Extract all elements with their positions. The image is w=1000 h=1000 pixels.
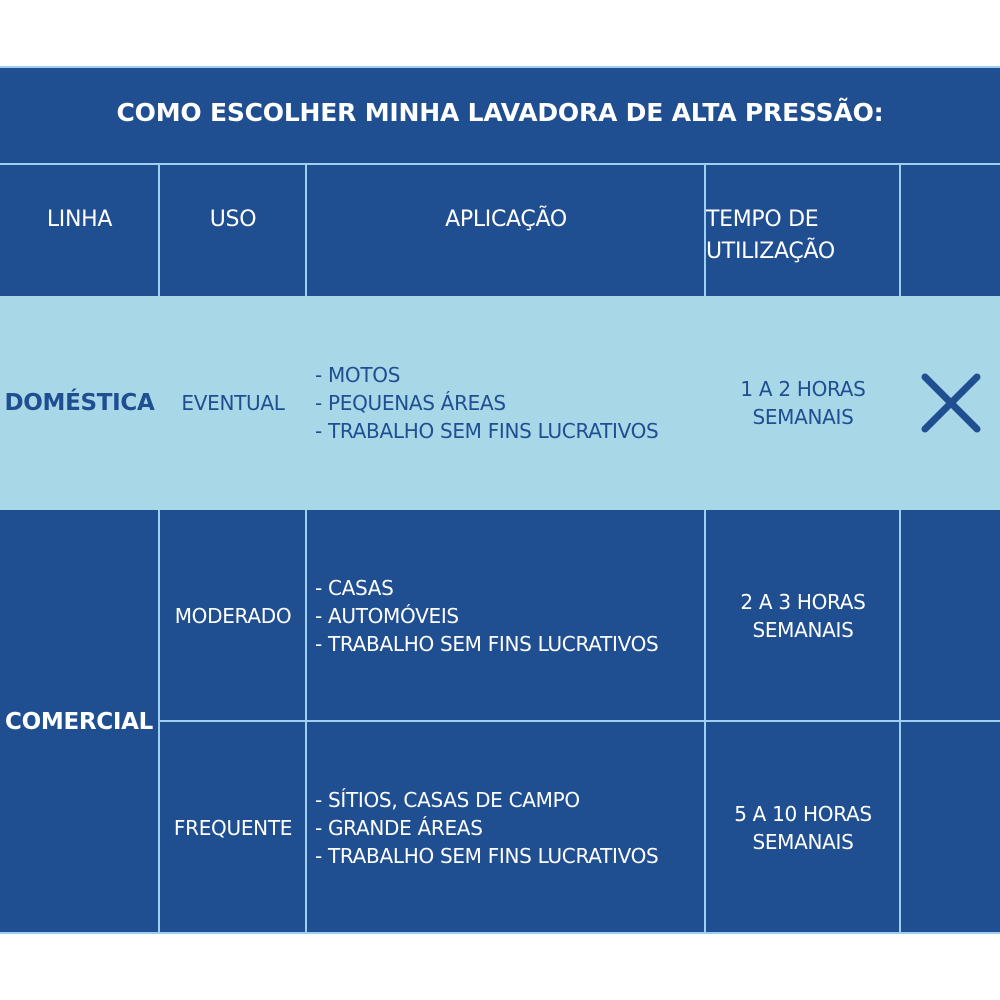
list-item: - GRANDE ÁREAS xyxy=(315,816,483,840)
list-item: - TRABALHO SEM FINS LUCRATIVOS xyxy=(315,844,659,868)
extra-domestica xyxy=(901,296,1000,510)
application-list xyxy=(315,786,658,870)
tempo-line2: SEMANAIS xyxy=(752,830,854,854)
tempo-line2: SEMANAIS xyxy=(752,618,854,642)
header-tempo xyxy=(706,164,900,296)
list-item: - AUTOMÓVEIS xyxy=(315,604,459,628)
header-tempo-line1: TEMPO DE xyxy=(706,207,819,232)
uso-frequente: FREQUENTE xyxy=(173,816,293,840)
tempo-line2: SEMANAIS xyxy=(752,405,854,429)
tempo-moderado xyxy=(706,510,900,722)
list-item: - MOTOS xyxy=(315,363,401,387)
application-list xyxy=(315,574,658,658)
linha-domestica: DOMÉSTICA xyxy=(4,390,155,416)
header-aplicacao: APLICAÇÃO xyxy=(445,207,567,232)
aplicacao-frequente xyxy=(307,722,705,934)
aplicacao-domestica xyxy=(307,296,705,510)
uso-moderado: MODERADO xyxy=(174,604,292,628)
list-item: - PEQUENAS ÁREAS xyxy=(315,391,506,415)
extra-frequente xyxy=(901,722,1000,934)
list-item: - SÍTIOS, CASAS DE CAMPO xyxy=(315,788,580,812)
tempo-line1: 2 A 3 HORAS xyxy=(740,590,866,614)
uso-eventual: EVENTUAL xyxy=(181,391,285,415)
header-extra xyxy=(901,164,1000,296)
linha-comercial: COMERCIAL xyxy=(5,709,153,735)
tempo-frequente xyxy=(706,722,900,934)
list-item: - TRABALHO SEM FINS LUCRATIVOS xyxy=(315,632,659,656)
aplicacao-moderado xyxy=(307,510,705,722)
table-title: COMO ESCOLHER MINHA LAVADORA DE ALTA PRESSÃO: xyxy=(116,98,884,127)
tempo-line1: 5 A 10 HORAS xyxy=(734,802,872,826)
comparison-table xyxy=(0,66,1000,934)
x-icon xyxy=(919,371,983,435)
application-list xyxy=(315,361,658,445)
list-item: - CASAS xyxy=(315,576,394,600)
header-linha: LINHA xyxy=(46,207,113,232)
header-uso: USO xyxy=(209,207,257,232)
tempo-domestica xyxy=(706,296,900,510)
tempo-line1: 1 A 2 HORAS xyxy=(740,377,866,401)
list-item: - TRABALHO SEM FINS LUCRATIVOS xyxy=(315,419,659,443)
extra-moderado xyxy=(901,510,1000,722)
header-tempo-line2: UTILIZAÇÃO xyxy=(706,239,835,264)
